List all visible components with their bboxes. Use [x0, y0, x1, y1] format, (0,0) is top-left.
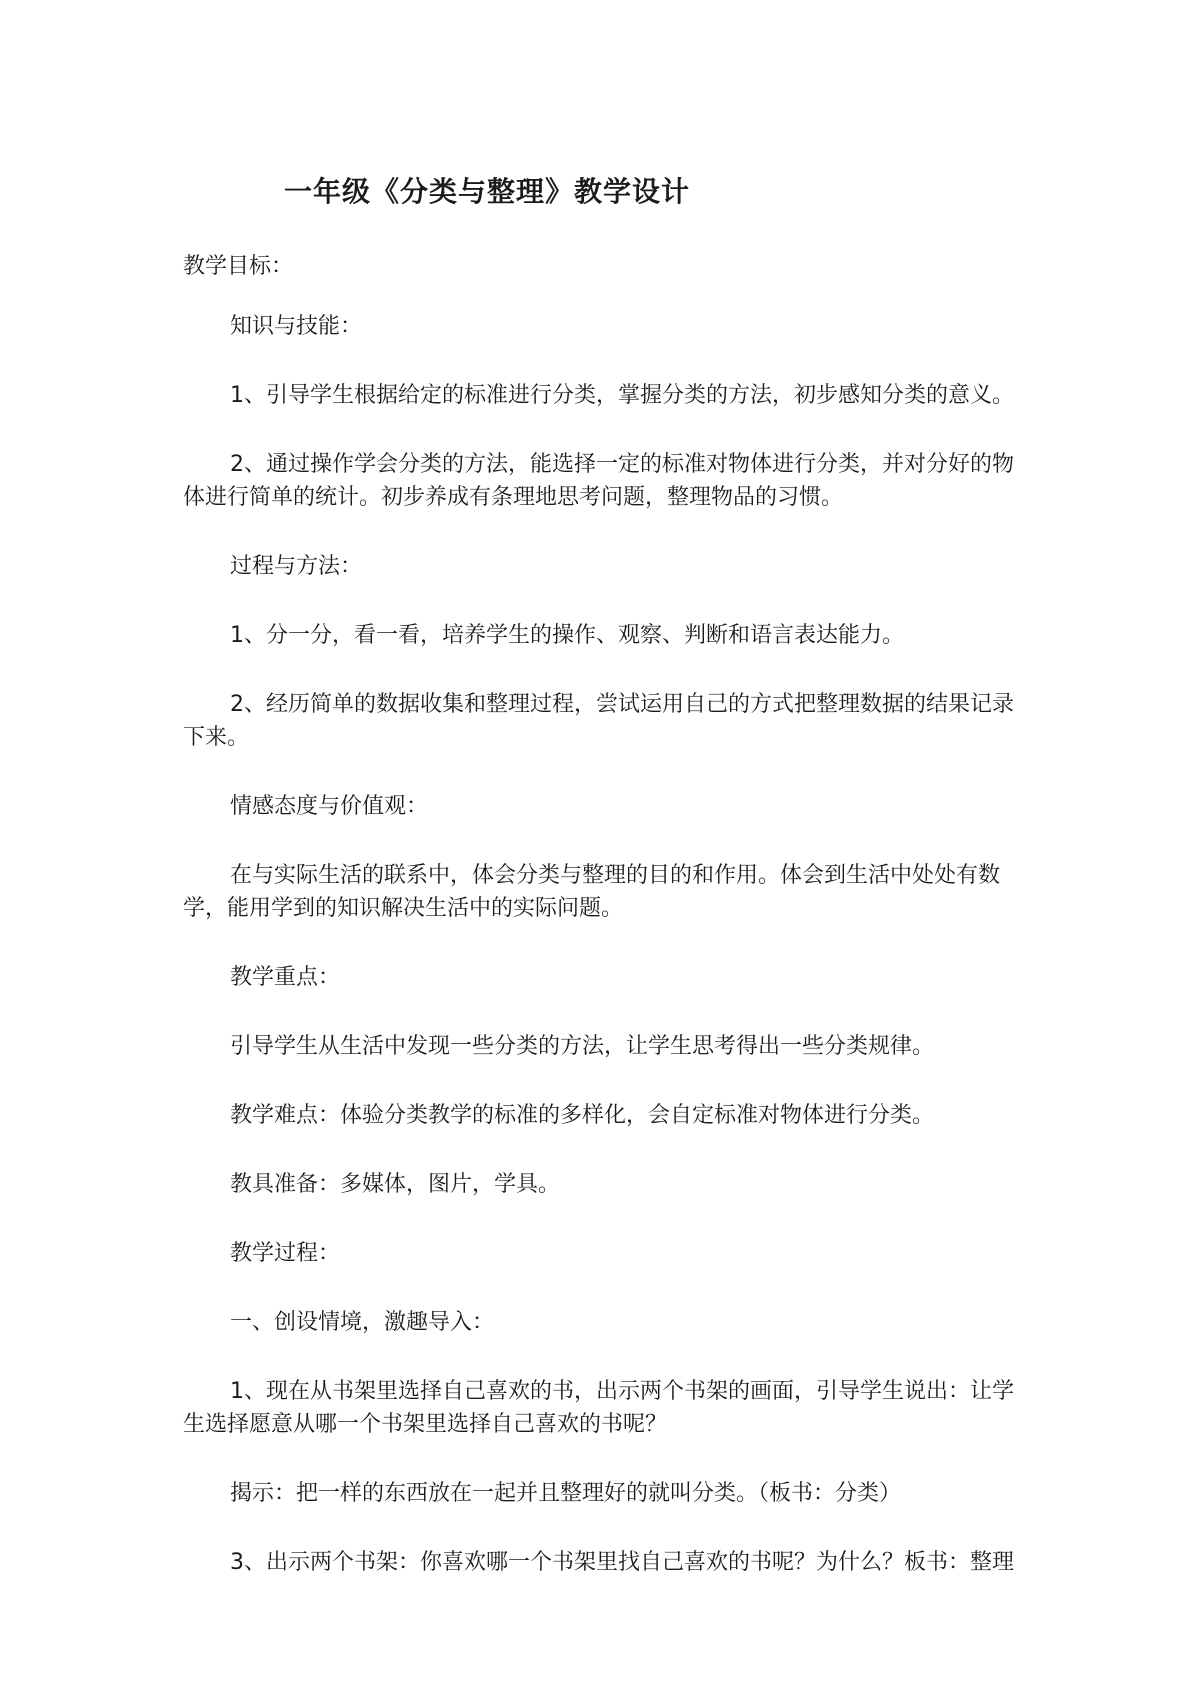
- subheading-teaching-process: 教学过程：: [230, 1241, 341, 1266]
- paragraph: 引导学生从生活中发现一些分类的方法，让学生思考得出一些分类规律。: [230, 1034, 935, 1059]
- section-heading-objectives: 教学目标：: [183, 254, 294, 279]
- document-title: 一年级《分类与整理》教学设计: [284, 175, 691, 208]
- subheading-step-one: 一、创设情境，激趣导入：: [230, 1310, 495, 1335]
- paragraph: 揭示：把一样的东西放在一起并且整理好的就叫分类。（板书：分类）: [230, 1481, 902, 1506]
- paragraph: 1、现在从书架里选择自己喜欢的书，出示两个书架的画面，引导学生说出：让学生选择愿意从哪一个书架里选择自己喜欢的书呢？: [183, 1379, 1014, 1437]
- paragraph-difficulties: 教学难点：体验分类教学的标准的多样化，会自定标准对物体进行分类。: [230, 1103, 935, 1128]
- paragraph: 1、引导学生根据给定的标准进行分类，掌握分类的方法，初步感知分类的意义。: [230, 383, 1014, 408]
- paragraph: 3、出示两个书架：你喜欢哪一个书架里找自己喜欢的书呢？为什么？板书：整理: [230, 1550, 1014, 1575]
- subheading-knowledge-skills: 知识与技能：: [230, 314, 363, 339]
- subheading-attitude-values: 情感态度与价值观：: [230, 794, 429, 819]
- subheading-process-method: 过程与方法：: [230, 554, 363, 579]
- paragraph: 2、通过操作学会分类的方法，能选择一定的标准对物体进行分类，并对分好的物体进行简单的统计。初步养成有条理地思考问题，整理物品的习惯。: [183, 452, 1014, 510]
- paragraph: 在与实际生活的联系中，体会分类与整理的目的和作用。体会到生活中处处有数学，能用学到的知识解决生活中的实际问题。: [183, 863, 1001, 921]
- paragraph-teaching-aids: 教具准备：多媒体，图片，学具。: [230, 1172, 561, 1197]
- paragraph: 2、经历简单的数据收集和整理过程，尝试运用自己的方式把整理数据的结果记录下来。: [183, 692, 1014, 750]
- paragraph: 1、分一分，看一看，培养学生的操作、观察、判断和语言表达能力。: [230, 623, 904, 648]
- subheading-key-points: 教学重点：: [230, 965, 341, 990]
- document-body: [183, 250, 1015, 1579]
